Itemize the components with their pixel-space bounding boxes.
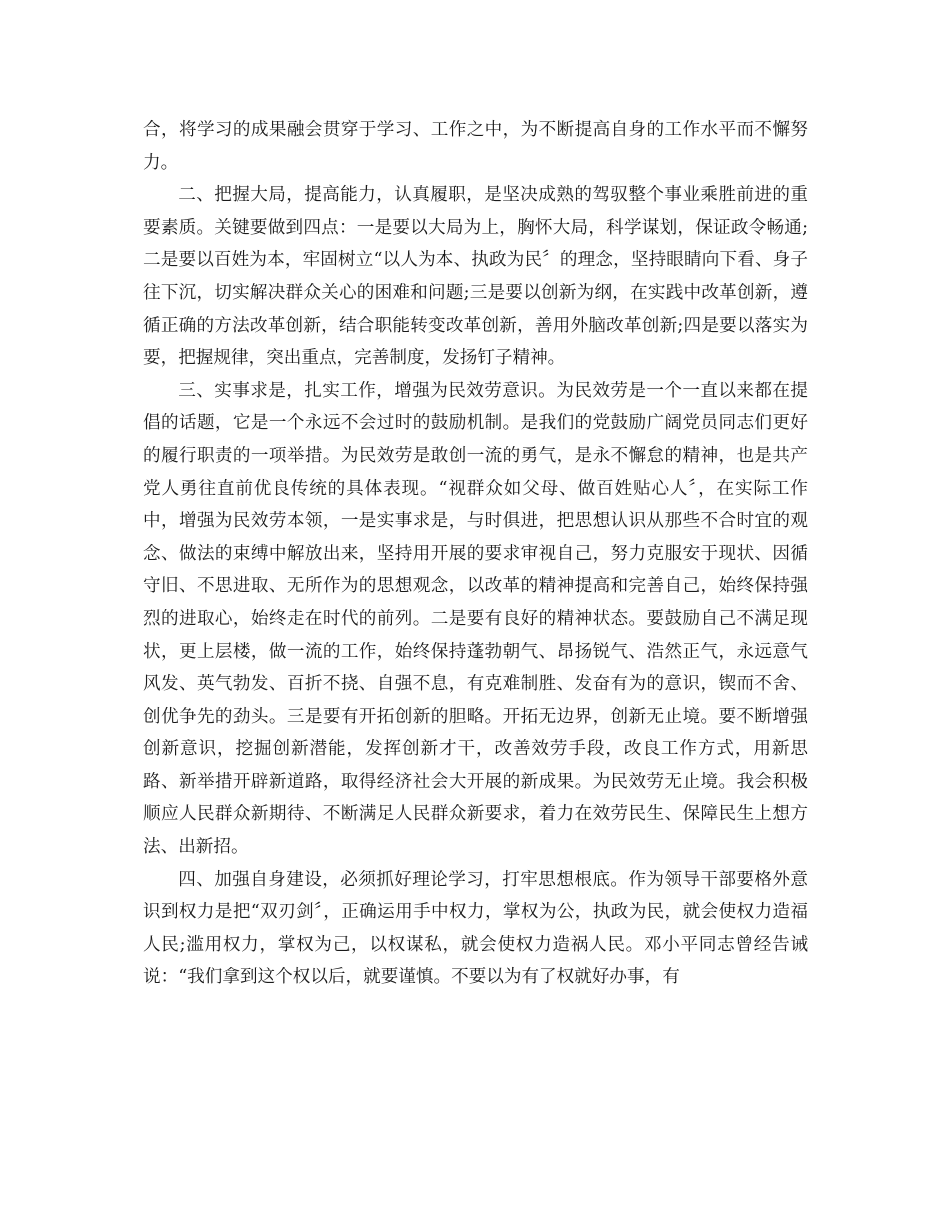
paragraph-section-two: 二、把握大局，提高能力，认真履职，是坚决成熟的驾驭整个事业乘胜前进的重要素质。关键要做到四点：一是要以大局为上，胸怀大局，科学谋划，保证政令畅通;二是要以百姓为本，牢固树立“以人为本、执政为民〞的理念，坚持眼睛向下看、身子往下沉，切实解决群众关心的困难和问题;三是要以创新为纲，在实践中改革创新，遵循正确的方法改革创新，结合职能转变改革创新，善用外脑改革创新;四是要以落实为要，把握规律，突出重点，完善制度，发扬钉子精神。 [143,185,808,369]
paragraph-continued: 合，将学习的成果融会贯穿于学习、工作之中，为不断提高自身的工作水平而不懈努力。 [143,120,808,173]
paragraph-section-four: 四、加强自身建设，必须抓好理论学习，打牢思想根底。作为领导干部要格外意识到权力是把“双刃剑〞，正确运用手中权力，掌权为公，执政为民，就会使权力造福人民;滥用权力，掌权为己，以权谋私，就会使权力造祸人民。邓小平同志曾经告诫说：“我们拿到这个权以后，就要谨慎。不要以为有了权就好办事，有 [143,869,808,988]
paragraph-section-three: 三、实事求是，扎实工作，增强为民效劳意识。为民效劳是一个一直以来都在提倡的话题，它是一个永远不会过时的鼓励机制。是我们的党鼓励广阔党员同志们更好的履行职责的一项举措。为民效劳是敢创一流的勇气，是永不懈怠的精神，也是共产党人勇往直前优良传统的具体表现。“视群众如父母、做百姓贴心人〞，在实际工作中，增强为民效劳本领，一是实事求是，与时俱进，把思想认识从那些不合时宜的观念、做法的束缚中解放出来，坚持用开展的要求审视自己，努力克服安于现状、因循守旧、不思进取、无所作为的思想观念，以改革的精神提高和完善自己，始终保持强烈的进取心，始终走在时代的前列。二是要有良好的精神状态。要鼓励自己不满足现状，更上层楼，做一流的工作，始终保持蓬勃朝气、昂扬锐气、浩然正气，永远意气风发、英气勃发、百折不挠、自强不息，有克难制胜、发奋有为的意识，锲而不舍、创优争先的劲头。三是要有开拓创新的胆略。开拓无边界，创新无止境。要不断增强创新意识，挖掘创新潜能，发挥创新才干，改善效劳手段，改良工作方式，用新思路、新举措开辟新道路，取得经济社会大开展的新成果。为民效劳无止境。我会积极顺应人民群众新期待、不断满足人民群众新要求，着力在效劳民生、保障民生上想方法、出新招。 [143,380,808,858]
document-body [143,114,808,994]
